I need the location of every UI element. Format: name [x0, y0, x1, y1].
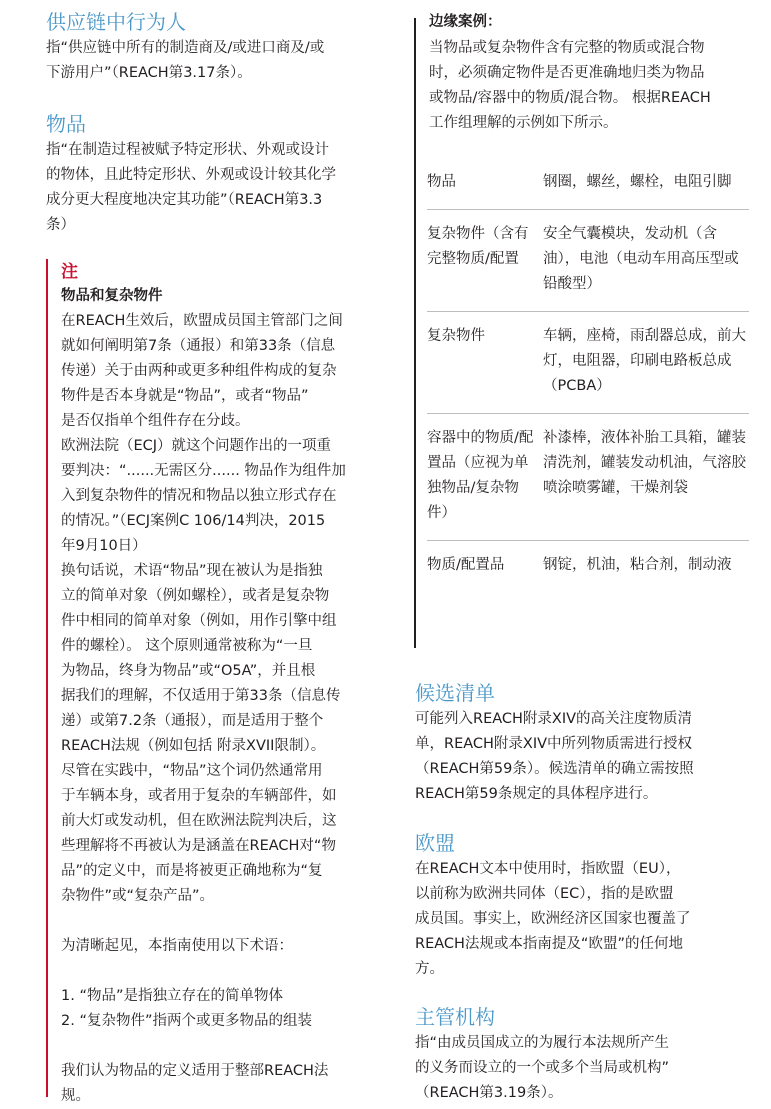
note-line: 要判决：“......无需区分...... 物品作为组件加: [61, 463, 346, 479]
text-line: 以前称为欧洲共同体（EC），指的是欧盟: [415, 886, 674, 902]
text-line: 成分更大程度地决定其功能”（REACH第3.3: [46, 192, 323, 208]
note-title: 注: [61, 262, 78, 282]
row-examples: 安全气囊模块，发动机（含油），电池（电动车用高压型或铅酸型）: [543, 210, 749, 312]
row-category: 复杂物件（含有完整物质/配置: [427, 210, 543, 312]
note-line: 的情况。”（ECJ案例C 106/14判决，2015: [61, 513, 326, 529]
table-row: [427, 541, 749, 593]
note-line: 尽管在实践中，“物品”这个词仍然通常用: [61, 763, 323, 779]
text-line: 方。: [415, 961, 444, 977]
note-line: 传递）关于由两种或更多种组件构成的复杂: [61, 363, 337, 379]
note-clarify: 为清晰起见，本指南使用以下术语：: [61, 938, 293, 954]
note-line: 换句话说，术语“物品”现在被认为是指独: [61, 563, 323, 579]
row-examples: 补漆棒，液体补胎工具箱，罐装清洗剂，罐装发动机油，气溶胶喷涂喷雾罐，干燥剂袋: [543, 414, 749, 541]
text-line: 可能列入REACH附录XIV的高关注度物质清: [415, 711, 693, 727]
text-line: 下游用户”（REACH第3.17条）。: [46, 65, 252, 81]
note-line: 就如何阐明第7条（通报）和第33条（信息: [61, 338, 336, 354]
section-competent-authority: [415, 1004, 751, 1106]
heading-candidate-list: 候选清单: [415, 681, 495, 705]
section-eu: [415, 830, 751, 982]
note-line: 规。: [61, 1088, 90, 1104]
note-line: 递）或第7.2条（通报），而是适用于整个: [61, 713, 324, 729]
text-line: 工作组理解的示例如下所示。: [429, 115, 618, 131]
table-row: [427, 158, 749, 210]
note-line: 我们认为物品的定义适用于整部REACH法: [61, 1063, 329, 1079]
row-category: 容器中的物质/配置品（应视为单独物品/复杂物件）: [427, 414, 543, 541]
section-article: [46, 111, 386, 238]
note-line: 前大灯或发动机，但在欧洲法院判决后，这: [61, 813, 337, 829]
text-line: REACH第59条规定的具体程序进行。: [415, 786, 658, 802]
heading-competent-authority: 主管机构: [415, 1005, 495, 1029]
heading-article: 物品: [46, 112, 86, 136]
row-examples: 车辆，座椅，雨刮器总成，前大灯，电阻器，印刷电路板总成（PCBA）: [543, 312, 749, 414]
text-line: REACH法规或本指南提及“欧盟”的任何地: [415, 936, 683, 952]
note-subtitle: 物品和复杂物件: [61, 288, 163, 304]
row-examples: 钢圈，螺丝，螺栓，电阻引脚: [543, 174, 732, 190]
text-line: 的物体，且此特定形状、外观或设计较其化学: [46, 167, 336, 183]
edge-case-box: [415, 11, 751, 592]
section-supply-chain: [46, 9, 386, 86]
note-line: 于车辆本身，或者用于复杂的车辆部件，如: [61, 788, 337, 804]
row-examples: 钢锭，机油，粘合剂，制动液: [543, 541, 749, 593]
text-line: 条）: [46, 217, 75, 233]
text-line: 指“供应链中所有的制造商及/或进口商及/或: [46, 40, 325, 56]
note-line: 立的简单对象（例如螺栓），或者是复杂物: [61, 588, 330, 604]
note-line: 件中相同的简单对象（例如，用作引擎中组: [61, 613, 337, 629]
edge-case-title: 边缘案例：: [429, 14, 502, 30]
note-line: 是否仅指单个组件存在分歧。: [61, 413, 250, 429]
text-line: （REACH第59条）。候选清单的确立需按照: [415, 761, 694, 777]
row-category: 物品: [427, 174, 456, 190]
text-line: 在REACH文本中使用时，指欧盟（EU），: [415, 861, 681, 877]
note-line: 些理解将不再被认为是涵盖在REACH对“物: [61, 838, 336, 854]
note-line: 在REACH生效后，欧盟成员国主管部门之间: [61, 313, 343, 329]
note-line: 品”的定义中，而是将被更正确地称为“复: [61, 863, 323, 879]
section-candidate-list: [415, 680, 751, 807]
note-line: 为物品，终身为物品”或“O5A”，并且根: [61, 663, 316, 679]
text-line: 时，必须确定物件是否更准确地归类为物品: [429, 65, 705, 81]
text-line: （REACH第3.19条）。: [415, 1085, 563, 1101]
note-line: 据我们的理解，不仅适用于第33条（信息传: [61, 688, 341, 704]
term-list-item: 2. “复杂物件”指两个或更多物品的组装: [61, 1013, 312, 1029]
heading-eu: 欧盟: [415, 831, 455, 855]
text-line: 指“在制造过程被赋予特定形状、外观或设计: [46, 142, 330, 158]
row-category: 复杂物件: [427, 312, 543, 414]
note-line: 入到复杂物件的情况和物品以独立形式存在: [61, 488, 337, 504]
text-line: 成员国。事实上，欧洲经济区国家也覆盖了: [415, 911, 691, 927]
row-category: 物质/配置品: [427, 541, 543, 593]
text-line: 指“由成员国成立的为履行本法规所产生: [415, 1035, 670, 1051]
table-row: [427, 414, 749, 541]
term-list-item: 1. “物品”是指独立存在的简单物体: [61, 988, 283, 1004]
note-line: 年9月10日）: [61, 538, 147, 554]
text-line: 单，REACH附录XIV中所列物质需进行授权: [415, 736, 693, 752]
table-row: [427, 312, 749, 414]
note-line: REACH法规（例如包括 附录XVII限制）。: [61, 738, 326, 754]
text-line: 当物品或复杂物件含有完整的物质或混合物: [429, 40, 705, 56]
note-line: 杂物件”或“复杂产品”。: [61, 888, 215, 904]
text-line: 或物品/容器中的物质/混合物。 根据REACH: [429, 90, 711, 106]
heading-supply-chain-actor: 供应链中行为人: [46, 10, 186, 34]
note-line: 件的螺栓）。 这个原则通常被称为“一旦: [61, 638, 313, 654]
edge-case-table: [427, 158, 749, 592]
note-line: 欧洲法院（ECJ）就这个问题作出的一项重: [61, 438, 332, 454]
text-line: 的义务而设立的一个或多个当局或机构”: [415, 1060, 670, 1076]
table-row: [427, 210, 749, 312]
note-line: 物件是否本身就是“物品”，或者“物品”: [61, 388, 309, 404]
note-box: [46, 259, 388, 1104]
